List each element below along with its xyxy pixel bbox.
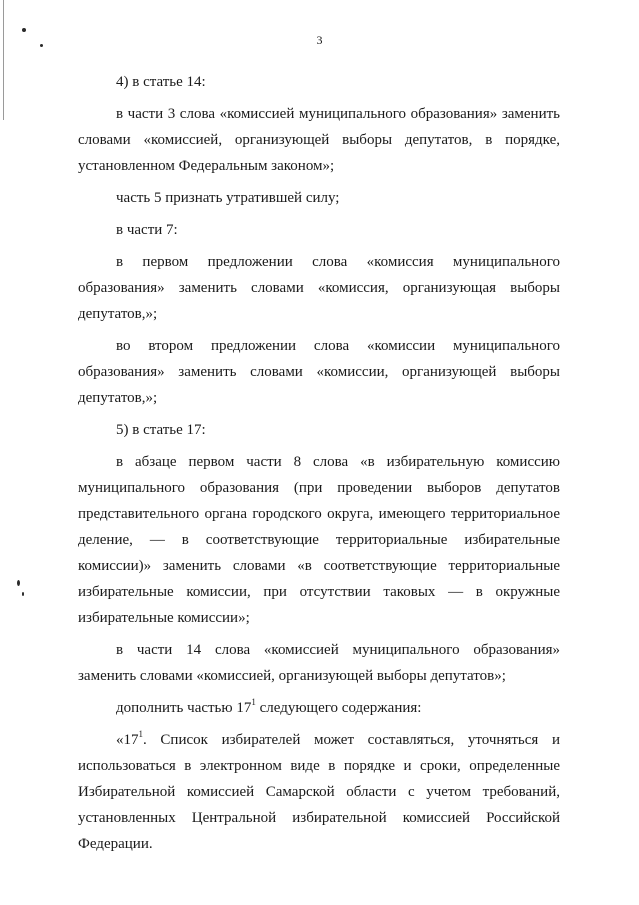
scan-speck bbox=[22, 28, 26, 32]
paragraph-article-14: 4) в статье 14: bbox=[116, 74, 206, 90]
page-number: 3 bbox=[316, 33, 323, 47]
paragraph-part-3: в части 3 слова «комиссией муниципального образования» заменить словами «комиссией, организующей выборы депутатов, в порядке, установленном Федеральным законом»; bbox=[78, 106, 560, 174]
paragraph-part-8: в абзаце первом части 8 слова «в избирательную комиссию муниципального образования (при проведении выборов депутатов представительного органа городского округа, имеющего территориальное деление, — в соответствующие территориальные избирательные комиссии)» заменить словами «в соответствующие территориальные избирательные комиссии, при отсутствии таковых — в окружные избирательные комиссии»; bbox=[78, 454, 560, 626]
quote-sup: 1 bbox=[138, 729, 143, 739]
paragraph-part-17-1 bbox=[78, 724, 560, 860]
scan-speck bbox=[22, 592, 24, 596]
scan-edge-line bbox=[3, 0, 4, 120]
supplement-intro-prefix: дополнить частью 17 bbox=[116, 700, 252, 716]
paragraph-article-17: 5) в статье 17: bbox=[116, 422, 206, 438]
paragraph-supplement-intro bbox=[78, 692, 560, 724]
paragraph-second-sentence: во втором предложении слова «комиссии муниципального образования» заменить словами «комиссии, организующей выборы депутатов,»; bbox=[78, 338, 560, 406]
document-body bbox=[78, 66, 560, 860]
supplement-intro-sup: 1 bbox=[251, 697, 256, 707]
scan-speck bbox=[17, 580, 20, 586]
supplement-intro-suffix: следующего содержания: bbox=[255, 700, 422, 716]
paragraph-part-14: в части 14 слова «комиссией муниципального образования» заменить словами «комиссией, организующей выборы депутатов»; bbox=[78, 642, 560, 684]
paragraph-first-sentence: в первом предложении слова «комиссия муниципального образования» заменить словами «комиссия, организующая выборы депутатов,»; bbox=[78, 254, 560, 322]
quote-text: . Список избирателей может составляться, уточняться и использоваться в электронном виде в порядке и сроки, определенные Избирательной комиссией Самарской области с учетом требований, установленных Центральной избирательной комиссией Российской Федерации. bbox=[78, 732, 560, 852]
paragraph-part-7: в части 7: bbox=[116, 222, 178, 238]
paragraph-part-5: часть 5 признать утратившей силу; bbox=[116, 190, 340, 206]
quote-prefix: «17 bbox=[116, 732, 139, 748]
